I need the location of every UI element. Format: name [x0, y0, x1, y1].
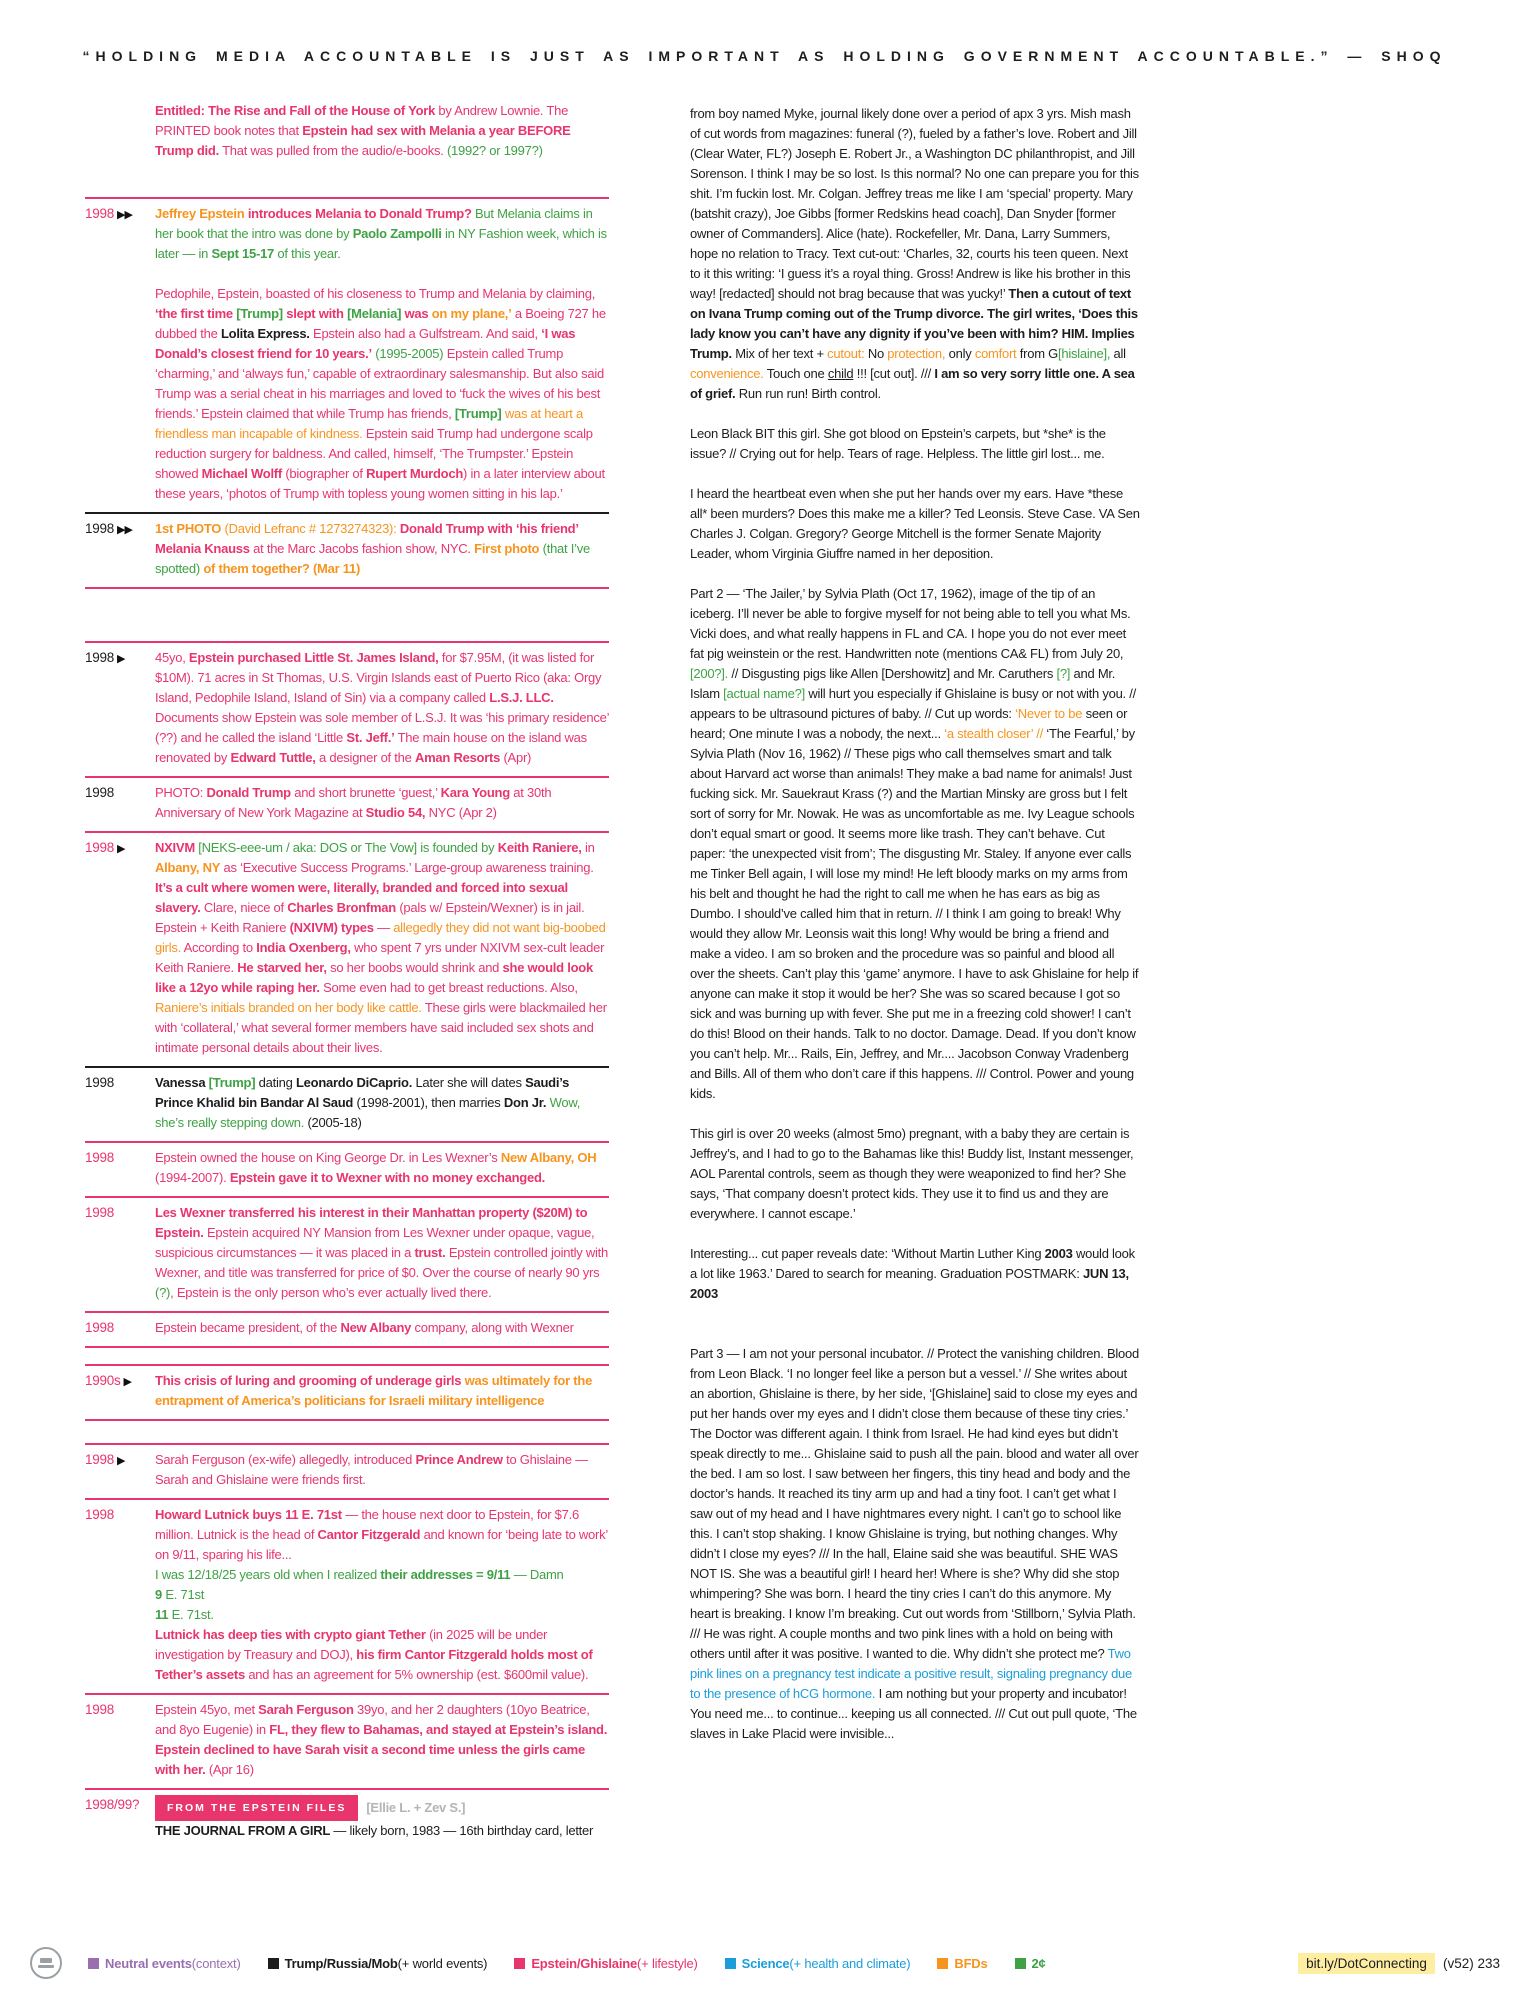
text-run: It’s a cult where women were, literally, branded and forced into sexual slavery.	[155, 880, 568, 915]
text-run: Lolita Express.	[220, 326, 310, 341]
text-run: in NY Fashion week, which is later — in	[155, 226, 607, 261]
journal-paragraph	[690, 1124, 1140, 1224]
text-run: and has an agreement for 5% ownership (est. $600mil value).	[244, 1667, 589, 1682]
bfd-arrow-icon: ▶▶	[117, 524, 132, 536]
text-run: NXIVM	[155, 840, 195, 855]
text-run: Vanessa	[155, 1075, 209, 1090]
legend-label: Epstein/Ghislaine	[531, 1955, 638, 1971]
text-run: Epstein acquired NY Mansion from Les Wexner under opaque, vague, suspicious circumstances — it was placed in a	[155, 1225, 595, 1260]
text-run: ‘I was Donald’s closest friend for 10 years.’	[155, 326, 576, 361]
text-run: Prince Andrew	[415, 1452, 503, 1467]
text-run: Then a cutout of text on Ivana Trump coming out of the Trump divorce. The girl writes, ‘Does this lady know you can’t have any dignity if you’ve been with him? HIM. Implies Trump.	[690, 286, 1138, 361]
text-run: — the house next door to Epstein, for $7.6 million. Lutnick is the head of	[155, 1507, 579, 1542]
text-run: a designer of the	[315, 750, 415, 765]
text-run: will hurt you especially if Ghislaine is busy or not with you. // appears to be ultrasound pictures of baby. // Cut up words:	[690, 686, 1136, 721]
timeline-entry-text	[155, 783, 609, 823]
timeline-entry-text	[155, 1148, 609, 1188]
text-run: Paolo Zampolli	[352, 226, 442, 241]
text-run: [hislaine],	[1058, 346, 1111, 361]
text-run: protection,	[887, 346, 946, 361]
text-run: JUN 13, 2003	[690, 1266, 1129, 1301]
text-run: NYC (Apr 2)	[425, 805, 497, 820]
timeline-year-label: 1998	[85, 1150, 115, 1165]
timeline-year-label: 1998	[85, 1702, 115, 1717]
text-run: convenience.	[690, 366, 764, 381]
timeline-entry	[85, 197, 609, 512]
journal-column	[690, 104, 1140, 1764]
text-run: (1998-2001), then marries	[353, 1095, 504, 1110]
journal-paragraph	[690, 584, 1140, 1104]
header-quote: “HOLDING MEDIA ACCOUNTABLE IS JUST AS IMPORTANT AS HOLDING GOVERNMENT ACCOUNTABLE.” — SHOQ	[82, 48, 1447, 64]
text-run: [200?].	[690, 666, 729, 681]
text-run: [NEKS-eee-um / aka: DOS or The Vow] is founded by	[194, 840, 498, 855]
text-run: 45yo,	[155, 650, 189, 665]
text-run: , Epstein is the only person who’s ever actually lived there.	[170, 1285, 492, 1300]
legend-item	[268, 1956, 488, 1971]
text-run: New Albany, OH	[500, 1150, 597, 1165]
text-run: !!! [cut out]. ///	[853, 366, 935, 381]
text-run: This girl is over 20 weeks (almost 5mo) pregnant, with a baby they are certain is Jeffrey’s, and I had to go to the Bahamas like this! Buddy list, Instant messenger, AOL Parental controls, seem as though they were weaponized to find her? She says, ‘That company doesn’t protect kids. They use it to find us and they are everywhere. I cannot escape.’	[690, 1126, 1134, 1221]
footer	[30, 1946, 1500, 1980]
text-run: Sarah Ferguson	[155, 1452, 245, 1467]
bfd-arrow-icon: ▶	[117, 1455, 125, 1467]
text-run: Saudi’s Prince Khalid bin Bandar Al Saud	[155, 1075, 570, 1110]
legend-label: Neutral events	[105, 1955, 192, 1971]
timeline-paragraph	[155, 1450, 609, 1490]
text-run: Epstein said Trump had undergone scalp reduction surgery for baldness. And called, himself, ‘The Trumpster.’ Epstein showed	[155, 426, 593, 481]
timeline-entry	[85, 96, 609, 197]
text-run: and short brunette ‘guest,’	[290, 785, 441, 800]
journal-paragraph	[690, 484, 1140, 564]
timeline-year-label: 1998	[85, 1507, 115, 1522]
text-run: she would look like a 12yo while raping her.	[155, 960, 593, 995]
timeline-gap	[85, 1348, 609, 1364]
text-run: Sarah Ferguson	[258, 1702, 354, 1717]
text-run: 11	[155, 1607, 169, 1622]
timeline-entry	[85, 1788, 609, 1849]
text-run: I was 12/18/25 years old when I realized	[155, 1567, 381, 1582]
legend-item	[88, 1956, 241, 1971]
text-run: company, along with Wexner	[411, 1320, 574, 1335]
text-run: He starved her,	[237, 960, 327, 975]
text-run: Howard Lutnick buys 11 E. 71st	[155, 1507, 342, 1522]
text-run: Epstein purchased Little St. James Island,	[188, 650, 439, 665]
text-run: Pedophile, Epstein, boasted of his closeness to Trump and Melania by claiming,	[155, 286, 596, 301]
press-logo-bar	[40, 1958, 52, 1963]
text-run: This crisis of luring and grooming of underage girls	[155, 1373, 462, 1388]
text-run: L.S.J. LLC.	[489, 690, 554, 705]
legend-label: BFDs	[954, 1955, 988, 1971]
timeline-entry	[85, 1311, 609, 1348]
text-run: in	[581, 840, 595, 855]
text-run: [?]	[1056, 666, 1071, 681]
text-run: was ultimately for the entrapment of America’s politicians for Israeli military intelligence	[155, 1373, 593, 1408]
timeline-year-label: 1998	[85, 1205, 115, 1220]
legend-swatch-icon	[937, 1958, 948, 1969]
text-run: his firm Cantor Fitzgerald holds most of Tether’s assets	[155, 1647, 593, 1682]
legend-suffix: (+ lifestyle)	[637, 1955, 698, 1971]
bfd-arrow-icon: ▶	[117, 843, 125, 855]
timeline-year-label: 1990s ▶	[85, 1373, 132, 1388]
timeline-entry	[85, 1693, 609, 1788]
legend-item	[514, 1956, 697, 1971]
timeline-entry-text	[155, 1700, 609, 1780]
text-run: Epstein called Trump ‘charming,’ and ‘always fun,’ capable of extraordinary salesmanship. But also said Trump was a serial cheat in his marriages and loved to ‘fuck the wives of his best friends.’ Epstein claimed that while Trump has friends,	[155, 346, 604, 421]
text-run: The main house on the island was renovated by	[155, 730, 587, 765]
text-run: Clare, niece of	[200, 900, 288, 915]
timeline-paragraph	[155, 1371, 609, 1411]
text-run: Studio 54,	[365, 805, 426, 820]
text-run: Interesting... cut paper reveals date: ‘Without Martin Luther King	[690, 1246, 1045, 1261]
text-run: ‘The Fearful,’ by Sylvia Plath (Nov 16, 1962) // These pigs who call themselves smart and talk about Harvard act worse than animals! They make a bad name for animals! Just fucking sick. Mr. Sauekraut Krass (?) and the Martian Minsky are gross but I felt sort of sorry for Mr. Nowak. He was as uncomfortable as me. Ivy League schools don’t equal smart or good. It seems more like trash. They can’t behave. Cut paper: ‘the unexpected visit from’; The disgusting Mr. Staley. If anyone ever calls me Tinker Bell again, I will lose my mind! He left bloody marks on my arms from his belt and thought he had the right to call me when he has ears as big as Dumbo. I should’ve called him that in return. // I think I am going to break! Why would they allow Mr. Leonsis wait this long! Why would be bring a friend and make a video. I am so broken and the procedure was so painful and blood all over the sheets. Can’t play this ‘game’ anymore. I have to ask Ghislaine for help if anyone can make it stop it would be her? She was so scared because I got so sick and was burning up with fever. She put me in a freezing cold shower! I can’t do this! Blood on their hands. Talk to no doctor. Damage. Dead. If you don’t know you can’t help. Mr... Rails, Ein, Jeffrey, and Mr.... Jacobson Conway Vradenberg and Bills. All of them who don’t care if this happens. /// Control. Power and young kids.	[690, 726, 1139, 1101]
timeline-paragraph	[155, 1073, 609, 1133]
dotconnecting-link[interactable]: bit.ly/DotConnecting	[1298, 1953, 1435, 1974]
text-run: Epstein became president, of the	[155, 1320, 341, 1335]
timeline-entry	[85, 776, 609, 831]
timeline-gap	[85, 589, 609, 641]
text-run: Part 2 — ‘The Jailer,’ by Sylvia Plath (Oct 17, 1962), image of the tip of an iceberg. I’ll never be able to forgive myself for not being able to tell you what Ms. Vicki does, and what really happens in FL and CA. I hope you do not ever meet fat pig weinstein or the rest. Handwritten note (mentions CA& FL) from July 20,	[690, 586, 1131, 661]
text-run: Epstein gave it to Wexner with no money exchanged.	[229, 1170, 546, 1185]
timeline-paragraph	[155, 1505, 609, 1685]
text-run: (biographer of	[281, 466, 367, 481]
timeline-paragraph	[155, 838, 609, 1058]
text-run: ) in a later interview about these years, ‘photos of Trump with topless young women sitting in his lap.’	[155, 466, 605, 501]
text-run: According to	[180, 940, 257, 955]
text-run: First photo	[474, 541, 540, 556]
legend-swatch-icon	[725, 1958, 736, 1969]
text-run: 9	[155, 1587, 162, 1602]
footer-link-block	[1298, 1953, 1500, 1974]
timeline-entry-text	[155, 1505, 609, 1685]
text-run: FL, they flew to Bahamas, and stayed at Epstein’s island.	[269, 1722, 608, 1737]
legend-label: Science	[741, 1955, 790, 1971]
text-run: was at heart a friendless man incapable of kindness.	[155, 406, 583, 441]
text-run: That was pulled from the audio/e-books.	[218, 143, 447, 158]
timeline-year-label: 1998 ▶	[85, 650, 125, 665]
legend-label: 2¢	[1031, 1955, 1046, 1971]
text-run: so her boobs would shrink and	[326, 960, 503, 975]
text-run: But Melania claims in her book that the intro was done by	[155, 206, 593, 241]
text-run: Epstein declined to have Sarah visit a second time unless the girls came with her.	[155, 1742, 585, 1777]
text-run: Sept 15-17	[211, 246, 275, 261]
text-run: I heard the heartbeat even when she put her hands over my ears. Have *these all* been murders? Does this make me a killer? Ted Leonsis. Steve Case. VA Sen Charles J. Colgan. Gregory? George Mitchell is the former Senate Majority Leader, whom Virginia Giuffre named in her deposition.	[690, 486, 1140, 561]
text-run: // Disgusting pigs like Allen [Dershowitz] and Mr. Caruthers	[728, 666, 1057, 681]
text-run: introduces Melania to Donald Trump?	[244, 206, 472, 221]
text-run: would look a lot like 1963.’ Dared to search for meaning. Graduation POSTMARK:	[690, 1246, 1135, 1281]
timeline-paragraph	[155, 648, 609, 768]
text-run: comfort	[974, 346, 1017, 361]
timeline-entry-text	[155, 1450, 609, 1490]
text-run: who spent 7 yrs under NXIVM sex-cult leader Keith Raniere.	[155, 940, 605, 975]
press-logo-icon	[30, 1947, 62, 1979]
text-run: Don Jr.	[503, 1095, 547, 1110]
timeline-entry-text	[155, 204, 609, 504]
text-run: Mix of her text +	[731, 346, 828, 361]
timeline-entry	[85, 1141, 609, 1196]
text-run: to Ghislaine — Sarah and Ghislaine were friends first.	[155, 1452, 588, 1487]
bfd-arrow-icon: ▶▶	[117, 209, 132, 221]
timeline-entry-text	[155, 1318, 609, 1338]
text-run: [Trump]	[236, 306, 283, 321]
text-run: Run run run! Birth control.	[735, 386, 881, 401]
text-run: (2005-18)	[304, 1115, 362, 1130]
timeline-entry	[85, 1443, 609, 1498]
text-run: ‘a stealth closer’ //	[944, 726, 1043, 741]
text-run: PHOTO:	[155, 785, 207, 800]
text-run: (Apr 16)	[205, 1762, 254, 1777]
text-run: Epstein controlled jointly with Wexner, and title was transferred for price of $0. Over the course of nearly 90 yrs	[155, 1245, 608, 1280]
legend-suffix: (+ world events)	[397, 1955, 488, 1971]
journal-paragraph	[690, 1344, 1140, 1744]
text-run: [Trump]	[208, 1075, 256, 1090]
text-run: Lutnick has deep ties with crypto giant Tether	[155, 1627, 426, 1642]
text-run: THE JOURNAL FROM A GIRL	[155, 1823, 331, 1838]
timeline-paragraph	[155, 204, 609, 264]
text-run: dating	[255, 1075, 296, 1090]
timeline-paragraph	[155, 1148, 609, 1188]
text-run: was	[401, 306, 432, 321]
legend-swatch-icon	[88, 1958, 99, 1969]
timeline-entry	[85, 831, 609, 1066]
legend-item	[937, 1956, 987, 1971]
text-run: and Mr. Islam	[690, 666, 1116, 701]
legend-swatch-icon	[268, 1958, 279, 1969]
text-run: [Trump]	[454, 406, 502, 421]
text-run: I am nothing but your property and incubator! You need me... to continue... keeping us all connected. /// Cut out pull quote, ‘The slaves in Lake Placid were invisible...	[690, 1686, 1137, 1741]
text-run: allegedly they did not want big-boobed girls.	[155, 920, 606, 955]
text-run: —	[373, 920, 394, 935]
timeline-year-label: 1998 ▶▶	[85, 521, 132, 536]
text-run: and known for ‘being late to work’ on 9/11, sparing his life...	[155, 1527, 608, 1562]
timeline-entry-text	[155, 1371, 609, 1411]
timeline-year-label: 1998	[85, 1075, 115, 1090]
text-run: of this year.	[274, 246, 341, 261]
legend-suffix: (+ health and climate)	[789, 1955, 911, 1971]
text-run: New Albany	[340, 1320, 412, 1335]
text-run: cutout:	[827, 346, 865, 361]
text-run: Albany, NY	[155, 860, 221, 875]
timeline-entry	[85, 1498, 609, 1693]
journal-paragraph	[690, 1244, 1140, 1304]
text-run: [Melania]	[347, 306, 402, 321]
text-run: Later she will dates	[412, 1075, 526, 1090]
text-run: Two pink lines on a pregnancy test indicate a positive result, signaling pregnancy due to the presence of hCG hormone.	[690, 1646, 1133, 1701]
text-run: trust.	[414, 1245, 446, 1260]
text-run: These girls were blackmailed her with ‘collateral,’ what several former members have said included sex shots and intimate personal details about their lives.	[155, 1000, 607, 1055]
version-page-number: (v52) 233	[1442, 1955, 1500, 1971]
text-run: from G	[1016, 346, 1059, 361]
text-run: (ex-wife) allegedly, introduced	[244, 1452, 416, 1467]
timeline-entry-text	[155, 1795, 609, 1841]
text-run: 2003	[1044, 1246, 1073, 1261]
legend-item	[725, 1956, 911, 1971]
text-run: a Boeing 727 he dubbed the	[155, 306, 606, 341]
text-run: Keith Raniere,	[497, 840, 582, 855]
text-run: Donald Trump	[206, 785, 291, 800]
text-run: Leon Black BIT this girl. She got blood on Epstein’s carpets, but *she* is the issue? // Crying out for help. Tears of rage. Helpless. The little girl lost... me.	[690, 426, 1106, 461]
text-run: all	[1110, 346, 1126, 361]
text-run: seen or heard; One minute I was a nobody, the next...	[690, 706, 1128, 741]
text-run: E. 71st.	[168, 1607, 214, 1622]
text-run: (1995-2005)	[375, 346, 444, 361]
text-run: — Damn	[510, 1567, 564, 1582]
text-run: Rupert Murdoch	[366, 466, 464, 481]
timeline-year-label: 1998	[85, 785, 115, 800]
timeline-entry-text	[155, 838, 609, 1058]
timeline-year-label: 1998 ▶	[85, 1452, 125, 1467]
text-run: Jeffrey Epstein	[155, 206, 245, 221]
text-run: Some even had to get breast reductions. Also,	[319, 980, 578, 995]
timeline-entry-text	[155, 101, 609, 161]
timeline-year-label: 1998	[85, 1320, 115, 1335]
timeline-gap	[85, 1421, 609, 1443]
timeline-year-label: 1998/99?	[85, 1797, 140, 1812]
timeline-entry-text	[155, 1073, 609, 1133]
timeline-year-label: 1998 ▶▶	[85, 206, 132, 221]
timeline-paragraph	[155, 519, 609, 579]
journal-paragraph	[690, 104, 1140, 404]
text-run: Aman Resorts	[414, 750, 501, 765]
text-run: I am so very sorry little one. A sea of grief.	[690, 366, 1135, 401]
text-run: Epstein had sex with Melania a year BEFORE Trump did.	[155, 123, 571, 158]
text-run: ‘the first time	[155, 306, 237, 321]
timeline-paragraph	[155, 101, 609, 161]
text-run: (Apr)	[500, 750, 532, 765]
text-run: Epstein owned the house on King George Dr. in Les Wexner’s	[155, 1150, 501, 1165]
text-run: by Andrew Lownie. The PRINTED book notes that	[155, 103, 569, 138]
text-run: (David Lefranc # 1273274323):	[221, 521, 400, 536]
timeline-entry	[85, 1196, 609, 1311]
journal-paragraph	[690, 424, 1140, 464]
text-run: Part 3 — I am not your personal incubator. // Protect the vanishing children. Blood from Leon Black. ‘I no longer feel like a person but a vessel.’ // She writes about an abortion, Ghislaine is there, by her side, ‘[Ghislaine] said to close my eyes and put her hands over my eyes and I didn’t close them because of these tiny cries.’ The Doctor was different again. I think from Israel. He had kind eyes but didn’t speak directly to me... Ghislaine said to push all the pain. blood and water all over the bed. I am so lost. I saw between her fingers, this tiny head and body and the doctor’s hands. It reached its tiny arm up and had a tiny foot. I can’t get what I saw out of my head and I have nightmares every night. I can’t go to school like this. I can’t stop shaking. I know Ghislaine is trying, but nothing changes. Why didn’t I close my eyes? /// In the hall, Elaine said she was beautiful. SHE WAS NOT IS. She was a beautiful girl! I heard her! Where is she? Why did she stop whimpering? She was born. I heard the tiny cries I can’t do this anymore. My heart is breaking. I know I’m breaking. Cut out words from ‘Stillborn,’ Sylvia Plath. /// He was right. A couple months and two pink lines with a hold on being with others until after it was positive. I wanted to die. Why didn’t she protect me?	[690, 1346, 1139, 1661]
text-run: [actual name?]	[723, 686, 805, 701]
bfd-arrow-icon: ▶	[123, 1376, 132, 1388]
text-run: [Ellie L. + Zev S.]	[366, 1800, 466, 1815]
timeline-paragraph	[155, 1700, 609, 1780]
text-run: Kara Young	[440, 785, 510, 800]
text-run: Epstein 45yo, met	[155, 1702, 259, 1717]
timeline-paragraph	[155, 1795, 609, 1841]
text-run: 1st PHOTO	[155, 521, 222, 536]
text-run: Donald Trump with ‘his friend’ Melania Knauss	[155, 521, 578, 556]
timeline-paragraph	[155, 284, 609, 504]
timeline-column	[85, 96, 609, 1849]
text-run: (in 2025 will be under investigation by Treasury and DOJ),	[155, 1627, 548, 1662]
legend-swatch-icon	[1015, 1958, 1026, 1969]
text-run: E. 71st	[161, 1587, 205, 1602]
text-run: — likely born, 1983 — 16th birthday card, letter	[330, 1823, 594, 1838]
text-run: Entitled: The Rise and Fall of the House of York	[155, 103, 436, 118]
text-run: (1994-2007).	[155, 1170, 230, 1185]
timeline-paragraph	[155, 783, 609, 823]
text-run: from boy named Myke, journal likely done over a period of apx 3 yrs. Mish mash of cut words from magazines: funeral (?), fueled by a father’s love. Robert and Jill (Clear Water, FL?) Joseph E. Robert Jr., a Washington DC philanthropist, and Jill Sorenson. I think I may be so lost. Is this normal? No one can prepare you for this shit. I’m fuckin lost. Mr. Colgan. Jeffrey treas me like I am ‘special’ property. Mary (batshit crazy), Joe Gibbs [former Redskins head coach], Dan Snyder [former owner of Commanders]. Alice (hate). Rockefeller, Mr. Dana, Larry Summers, hope no relation to Tracy. Text cut-out: ‘Charles, 32, courts his teen queen. Next to it this writing: ‘I guess it’s a royal thing. Gross! Andrew is like his brother in this way! [redacted] should not brag because that was yucky!’	[690, 106, 1139, 301]
timeline-entry-text	[155, 519, 609, 579]
text-run: slept with	[282, 306, 348, 321]
text-run: as ‘Executive Success Programs.’ Large-group awareness training.	[220, 860, 594, 875]
legend-suffix: (context)	[191, 1955, 241, 1971]
text-run: Charles Bronfman	[287, 900, 396, 915]
text-run: India Oxenberg,	[256, 940, 351, 955]
text-run: (pals w/ Epstein/Wexner) is in jail. Epstein + Keith Raniere	[155, 900, 585, 935]
bfd-arrow-icon: ▶	[117, 653, 125, 665]
text-run: child	[827, 366, 854, 381]
timeline-entry	[85, 641, 609, 776]
text-run: (1992? or 1997?)	[446, 143, 543, 158]
text-run: Edward Tuttle,	[230, 750, 316, 765]
timeline-entry-text	[155, 648, 609, 768]
epstein-files-badge: FROM THE EPSTEIN FILES	[155, 1795, 358, 1821]
legend-item	[1015, 1956, 1046, 1971]
text-run: for $7.95M, (it was listed for $10M). 71 acres in St Thomas, U.S. Virgin Islands east of Puerto Rico (aka: Orgy Island, Pedophile Island, Island of Sin) via a company called	[155, 650, 602, 705]
text-run: Raniere’s initials branded on her body like cattle.	[155, 1000, 422, 1015]
text-run: No	[864, 346, 888, 361]
timeline-paragraph	[155, 1318, 609, 1338]
text-run: of them together? (Mar 11)	[203, 561, 361, 576]
text-run: on my plane,’	[431, 306, 512, 321]
text-run: 39yo, and her 2 daughters (10yo Beatrice, and 8yo Eugenie) in	[155, 1702, 590, 1737]
timeline-paragraph	[155, 1203, 609, 1303]
timeline-entry	[85, 1066, 609, 1141]
text-run: Cantor Fitzgerald	[317, 1527, 421, 1542]
timeline-entry	[85, 1364, 609, 1421]
category-legend	[88, 1956, 1046, 1971]
text-run: Epstein also had a Gulfstream. And said,	[309, 326, 542, 341]
text-run: Michael Wolff	[201, 466, 282, 481]
text-run: ‘Never to be	[1015, 706, 1083, 721]
timeline-year-label	[85, 101, 155, 161]
text-run: Documents show Epstein was sole member of L.S.J. It was ‘his primary residence’ (??) and he called the island ‘Little	[155, 710, 609, 745]
timeline-year-label: 1998 ▶	[85, 840, 125, 855]
text-run: Wow, she’s really stepping down.	[155, 1095, 581, 1130]
timeline-entry	[85, 512, 609, 589]
text-run: St. Jeff.’	[346, 730, 395, 745]
text-run: Touch one	[763, 366, 828, 381]
text-run: Les Wexner transferred his interest in their Manhattan property ($20M) to Epstein.	[155, 1205, 588, 1240]
legend-swatch-icon	[514, 1958, 525, 1969]
text-run: their addresses = 9/11	[380, 1567, 511, 1582]
text-run: (?)	[155, 1285, 171, 1300]
text-run: Leonardo DiCaprio.	[295, 1075, 413, 1090]
text-run: (NXIVM) types	[289, 920, 374, 935]
text-run: at 30th Anniversary of New York Magazine at	[155, 785, 552, 820]
timeline-entry-text	[155, 1203, 609, 1303]
legend-label: Trump/Russia/Mob	[284, 1955, 398, 1971]
press-logo-bar	[38, 1965, 54, 1968]
text-run: only	[945, 346, 975, 361]
text-run: at the Marc Jacobs fashion show, NYC.	[249, 541, 475, 556]
text-run: (that I’ve spotted)	[155, 541, 590, 576]
